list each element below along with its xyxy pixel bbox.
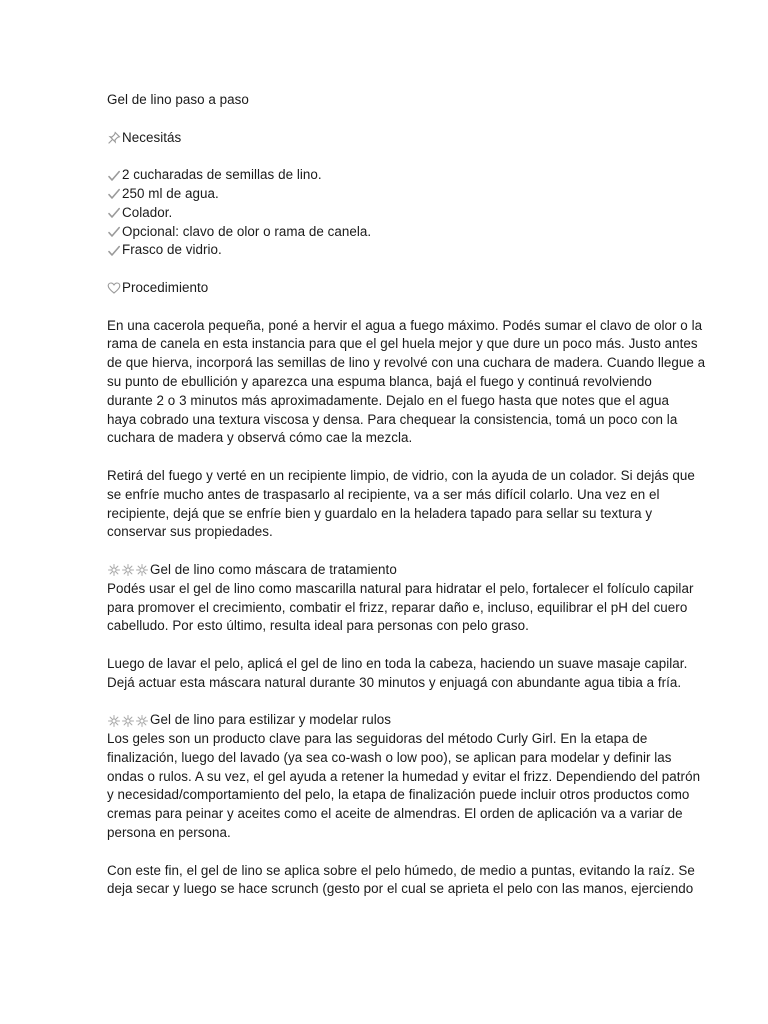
sparkle-icon xyxy=(121,714,135,728)
document-title: Gel de lino paso a paso xyxy=(107,92,249,107)
list-item: 250 ml de agua. xyxy=(107,185,667,204)
document-page xyxy=(107,91,706,899)
mask-paragraph-2: Luego de lavar el pelo, aplicá el gel de lino en toda la cabeza, haciendo un suave masaje capilar. Dejá actuar esta máscara natural durante 30 minutos y enjuagá con abundante agua tibia a fría. xyxy=(107,655,688,690)
sparkle-icon xyxy=(107,714,121,728)
sparkle-icon xyxy=(135,563,149,577)
curls-heading: Gel de lino para estilizar y modelar rulos xyxy=(107,711,667,730)
heart-icon xyxy=(107,281,121,295)
curls-paragraph-2: Con este fin, el gel de lino se aplica sobre el pelo húmedo, de medio a puntas, evitando la raíz. Se deja secar y luego se hace scrunch (gesto por el cual se aprieta el pelo con las manos, ejerciendo xyxy=(107,862,695,897)
sparkle-icon xyxy=(121,563,135,577)
sparkle-icon xyxy=(107,563,121,577)
procedure-paragraph-1: En una cacerola pequeña, poné a hervir el agua a fuego máximo. Podés sumar el clavo de olor o la rama de canela en esta instancia para que el gel huela mejor y que dure un poco más. Justo antes de que hierva, incorporá las semillas de lino y revolvé con una cuchara de madera. Cuando llegue a su punto de ebullición y aparezca una espuma blanca, bajá el fuego y continuá revolviendo durante 2 o 3 minutos más aproximadamente. Dejalo en el fuego hasta que notes que el agua haya cobrado una textura viscosa y densa. Para chequear la consistencia, tomá un poco con la cuchara de madera y observá cómo cae la mezcla. xyxy=(107,317,706,446)
list-item: Frasco de vidrio. xyxy=(107,241,667,260)
check-mark-icon xyxy=(107,244,121,258)
list-item: 2 cucharadas de semillas de lino. xyxy=(107,166,667,185)
sparkles-group xyxy=(107,563,149,577)
check-mark-icon xyxy=(107,169,121,183)
procedure-heading: Procedimiento xyxy=(107,279,667,298)
check-mark-icon xyxy=(107,206,121,220)
check-mark-icon xyxy=(107,187,121,201)
mask-heading: Gel de lino como máscara de tratamiento xyxy=(107,561,667,580)
pushpin-icon xyxy=(107,131,121,145)
curls-paragraph-1: Los geles son un producto clave para las seguidoras del método Curly Girl. En la etapa de finalización, luego del lavado (ya sea co-wash o low poo), se aplican para modelar y definir las ondas o rulos. A su vez, el gel ayuda a retener la humedad y evitar el frizz. Dependiendo del patrón y necesidad/comportamiento del pelo, la etapa de finalización puede incluir otros productos como cremas para peinar y aceites como el aceite de almendras. El orden de aplicación va a variar de persona en persona. xyxy=(107,731,701,841)
list-item: Colador. xyxy=(107,204,667,223)
mask-paragraph-1: Podés usar el gel de lino como mascarilla natural para hidratar el pelo, fortalecer el folículo capilar para promover el crecimiento, combatir el frizz, reparar daño e, incluso, equilibrar el pH del cuero cabelludo. Por esto último, resulta ideal para personas con pelo graso. xyxy=(107,580,694,634)
needs-heading: Necesitás xyxy=(107,129,667,148)
procedure-paragraph-2: Retirá del fuego y verté en un recipiente limpio, de vidrio, con la ayuda de un colador. Si dejás que se enfríe mucho antes de traspasarlo al recipiente, va a ser más difícil colarlo. Una vez en el recipiente, dejá que se enfríe bien y guardalo en la heladera tapado para sellar su textura y conservar sus propiedades. xyxy=(107,467,695,540)
sparkles-group xyxy=(107,714,149,728)
sparkle-icon xyxy=(135,714,149,728)
list-item: Opcional: clavo de olor o rama de canela. xyxy=(107,223,667,242)
check-mark-icon xyxy=(107,225,121,239)
